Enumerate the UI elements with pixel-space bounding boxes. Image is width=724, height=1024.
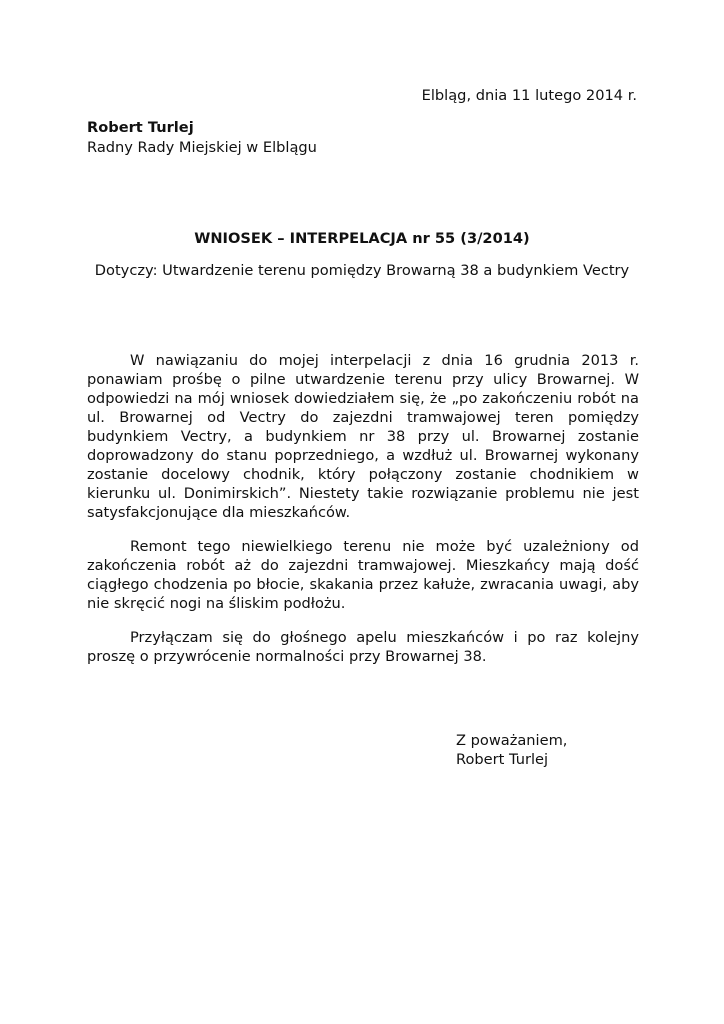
document-body [87, 351, 639, 681]
document-subject: Dotyczy: Utwardzenie terenu pomiędzy Browarną 38 a budynkiem Vectry [94, 262, 630, 279]
place-date: Elbląg, dnia 11 lutego 2014 r. [421, 87, 637, 104]
closing-block [456, 731, 567, 769]
sender-role: Radny Rady Miejskiej w Elblągu [87, 139, 317, 156]
closing-signature: Robert Turlej [456, 751, 549, 768]
sender-name: Robert Turlej [87, 119, 194, 136]
sender-block [87, 118, 317, 158]
body-paragraph: Przyłączam się do głośnego apelu mieszkańców i po raz kolejny proszę o przywrócenie normalności przy Browarnej 38. [87, 629, 639, 665]
document-title: WNIOSEK – INTERPELACJA nr 55 (3/2014) [194, 230, 530, 247]
body-paragraph: W nawiązaniu do mojej interpelacji z dnia 16 grudnia 2013 r. ponawiam prośbę o pilne utwardzenie terenu przy ulicy Browarnej. W odpowiedzi na mój wniosek dowiedziałem się, że „po zakończeniu robót na ul. Browarnej od Vectry do zajezdni tramwajowej teren pomiędzy budynkiem Vectry, a budynkiem nr 38 przy ul. Browarnej zostanie doprowadzony do stanu poprzedniego, a wzdłuż ul. Browarnej wykonany zostanie docelowy chodnik, który połączony zostanie chodnikiem w kierunku ul. Donimirskich”. Niestety takie rozwiązanie problemu nie jest satysfakcjonujące dla mieszkańców. [87, 352, 639, 521]
body-paragraph: Remont tego niewielkiego terenu nie może być uzależniony od zakończenia robót aż do zajezdni tramwajowej. Mieszkańcy mają dość ciągłego chodzenia po błocie, skakania przez kałuże, zwracania uwagi, aby nie skręcić nogi na śliskim podłożu. [87, 538, 639, 612]
closing-greeting: Z poważaniem, [456, 732, 568, 749]
